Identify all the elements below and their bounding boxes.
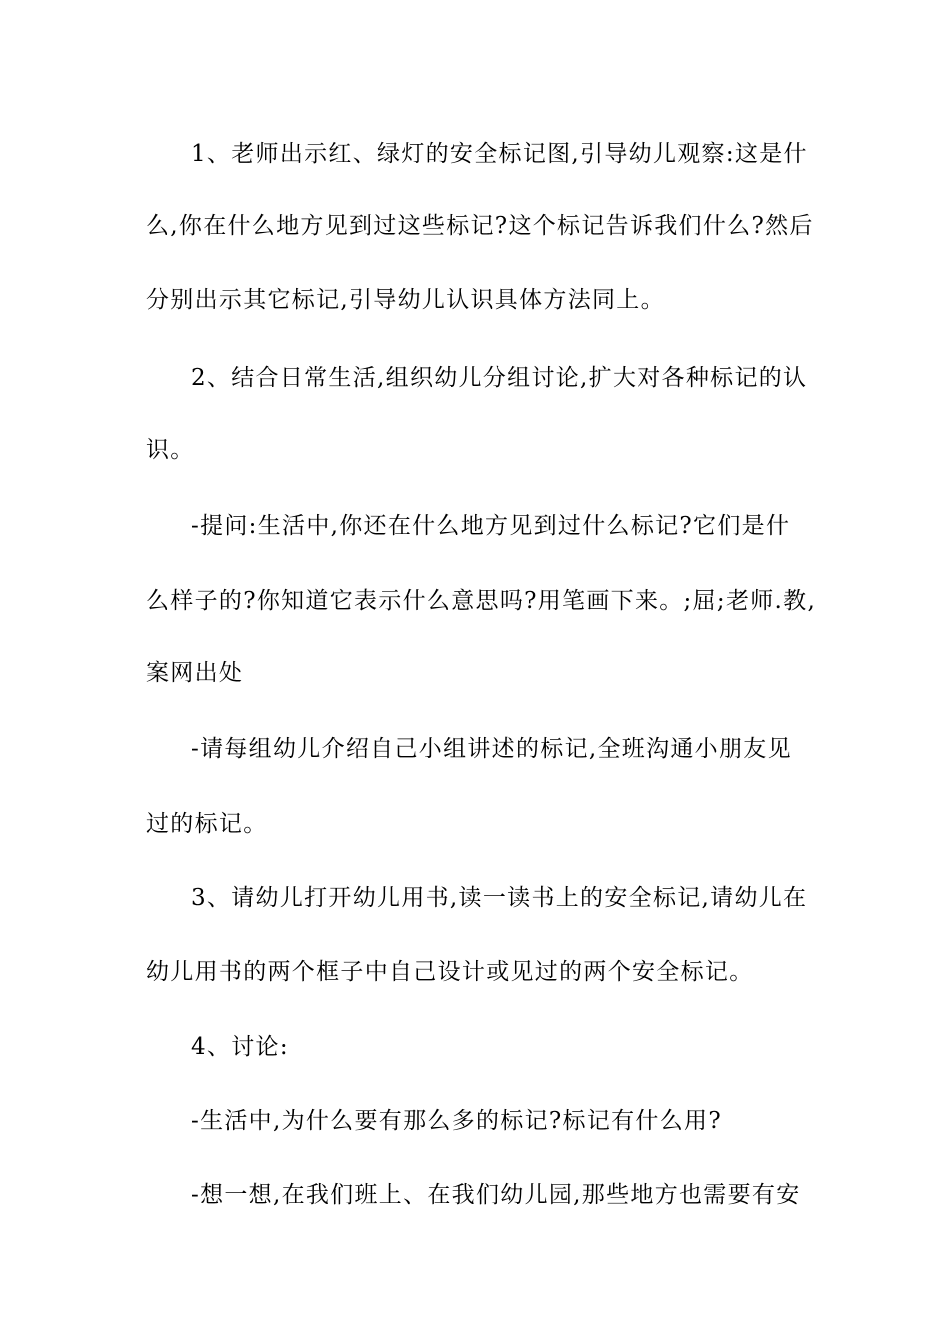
text-line-2: 么,你在什么地方见到过这些标记?这个标记告诉我们什么?然后 bbox=[146, 213, 814, 239]
text-line-3: 分别出示其它标记,引导幼儿认识具体方法同上。 bbox=[146, 287, 665, 313]
text-line-1: 1、老师出示红、绿灯的安全标记图,引导幼儿观察:这是什 bbox=[191, 141, 808, 167]
text-line-7: 么样子的?你知道它表示什么意思吗?用笔画下来。;屈;老师.教, bbox=[146, 588, 817, 614]
text-line-14: -生活中,为什么要有那么多的标记?标记有什么用? bbox=[191, 1108, 722, 1134]
text-line-13: 4、讨论: bbox=[191, 1034, 289, 1060]
text-line-15: -想一想,在我们班上、在我们幼儿园,那些地方也需要有安 bbox=[191, 1182, 801, 1208]
text-line-8: 案网出处 bbox=[146, 660, 244, 686]
text-line-10: 过的标记。 bbox=[146, 811, 268, 837]
text-line-9: -请每组幼儿介绍自己小组讲述的标记,全班沟通小朋友见 bbox=[191, 736, 792, 762]
text-line-5: 识。 bbox=[146, 437, 195, 463]
text-line-12: 幼儿用书的两个框子中自己设计或见过的两个安全标记。 bbox=[146, 959, 754, 985]
text-line-11: 3、请幼儿打开幼儿用书,读一读书上的安全标记,请幼儿在 bbox=[191, 885, 808, 911]
text-line-4: 2、结合日常生活,组织幼儿分组讨论,扩大对各种标记的认 bbox=[191, 365, 808, 391]
text-line-6: -提问:生活中,你还在什么地方见到过什么标记?它们是什 bbox=[191, 513, 791, 539]
